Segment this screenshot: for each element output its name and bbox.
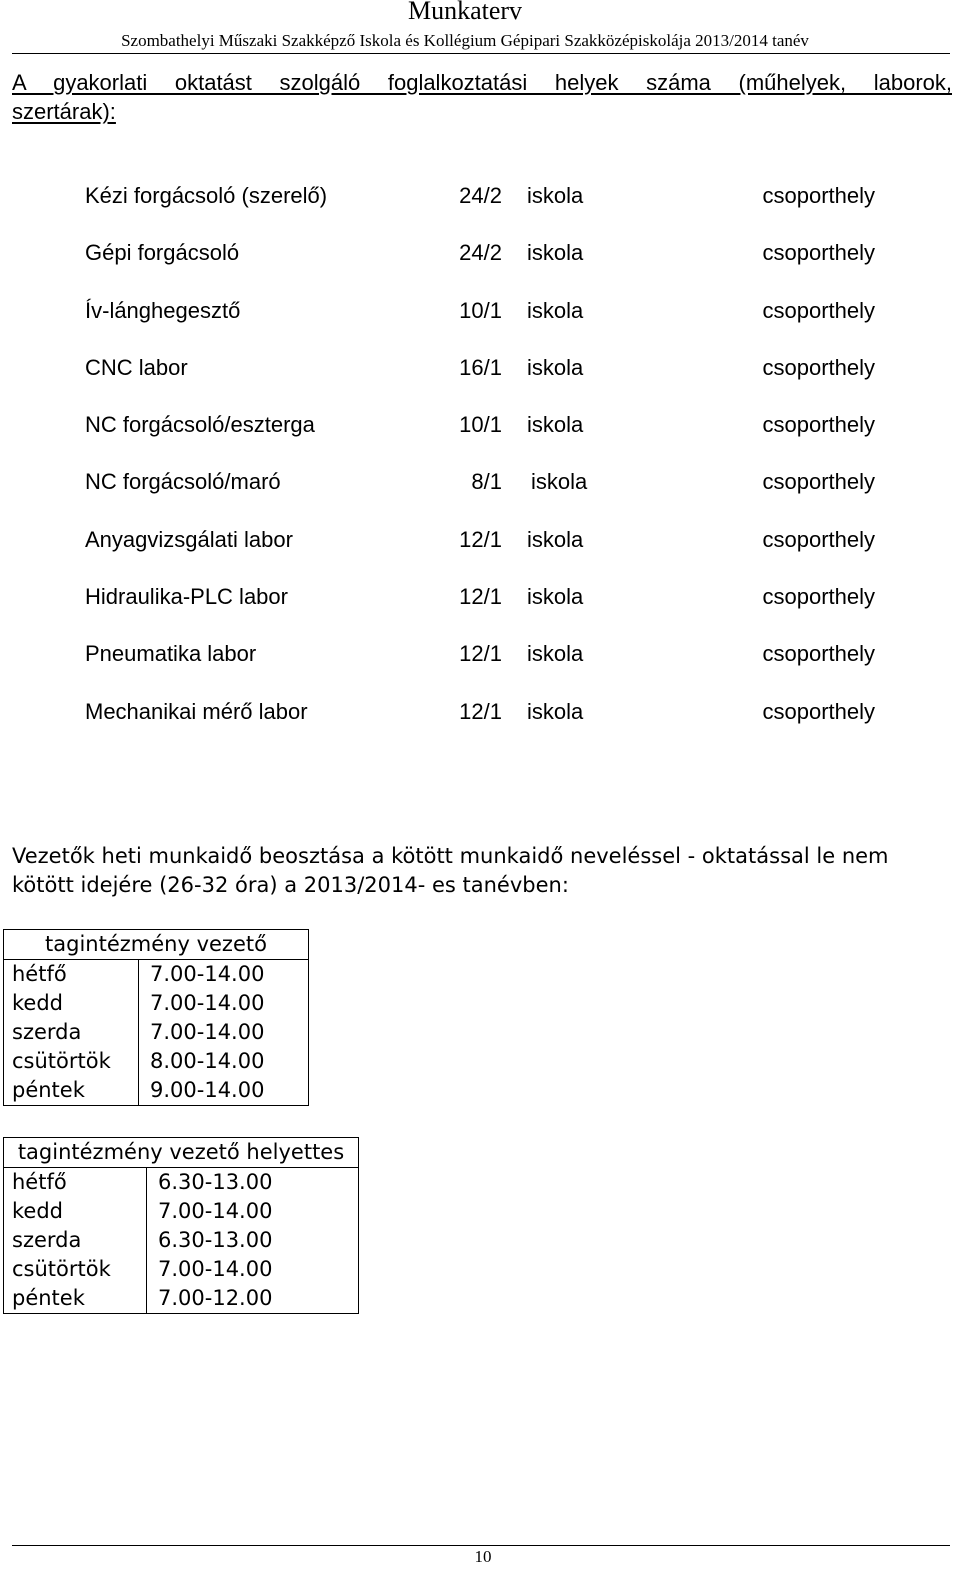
place-type: csoporthely [762,240,875,266]
place-location: iskola [531,469,588,495]
place-name: NC forgácsoló/eszterga [85,412,315,438]
place-type: csoporthely [762,469,875,495]
place-location: iskola [527,354,584,380]
list-item [85,584,885,641]
table-row [4,1226,359,1255]
schedule-day: hétfő [4,960,139,990]
document-subtitle: Szombathelyi Műszaki Szakképző Iskola és Kollégium Gépipari Szakközépiskolája 2013/2014 tanév [121,31,809,50]
table-row [4,1284,359,1314]
list-item [85,412,885,469]
place-location: iskola [527,526,584,552]
place-name: Anyagvizsgálati labor [85,526,293,552]
place-type: csoporthely [762,698,875,724]
place-name: Pneumatika labor [85,641,257,667]
schedule-time: 7.00-14.00 [139,960,309,990]
table-row [4,1197,359,1226]
table-row [4,1047,309,1076]
place-capacity: 8/1 [471,469,502,495]
table-row [4,960,309,990]
place-capacity: 24/2 [459,183,502,208]
place-name: Gépi forgácsoló [85,240,240,266]
place-capacity: 16/1 [459,354,502,380]
table-row [4,989,309,1018]
schedule-day: kedd [4,989,139,1018]
place-name: Hidraulika-PLC labor [85,584,288,610]
schedule-time: 7.00-14.00 [139,989,309,1018]
leader-schedule-table [3,929,309,1106]
page-number: 10 [474,1547,492,1566]
schedule-time: 7.00-12.00 [147,1284,359,1314]
list-item [85,240,885,297]
place-type: csoporthely [762,412,875,438]
schedule-day: szerda [4,1226,147,1255]
place-capacity: 12/1 [459,641,502,667]
list-item [85,469,885,526]
list-item [85,641,885,698]
list-item [85,183,885,240]
place-name: Kézi forgácsoló (szerelő) [85,183,328,208]
list-item [85,355,885,412]
list-item [85,527,885,584]
list-item [85,298,885,355]
leader-schedule-title: tagintézmény vezető [4,930,309,960]
schedule-day: kedd [4,1197,147,1226]
header-divider [12,53,950,54]
schedule-day: hétfő [4,1168,147,1198]
schedule-time: 7.00-14.00 [147,1197,359,1226]
table-row [4,1255,359,1284]
place-location: iskola [527,698,584,724]
schedule-time: 7.00-14.00 [147,1255,359,1284]
place-capacity: 10/1 [459,412,502,438]
place-type: csoporthely [762,526,875,552]
document-title: Munkaterv [407,0,523,25]
place-name: Ív-lánghegesztő [85,297,241,323]
place-capacity: 12/1 [459,526,502,552]
place-type: csoporthely [762,354,875,380]
leaders-working-hours-paragraph: Vezetők heti munkaidő beosztása a kötött munkaidő neveléssel - oktatással le nem kötött idejére (26-32 óra) a 2013/2014- es tanévben: [12,844,889,897]
place-type: csoporthely [762,183,875,208]
place-name: NC forgácsoló/maró [85,469,281,495]
deputy-schedule-title: tagintézmény vezető helyettes [4,1138,359,1168]
table-row [4,1076,309,1106]
place-location: iskola [527,641,584,667]
schedule-day: péntek [4,1284,147,1314]
place-location: iskola [527,412,584,438]
schedule-day: csütörtök [4,1047,139,1076]
deputy-schedule-table [3,1137,359,1314]
place-type: csoporthely [762,641,875,667]
place-name: CNC labor [85,354,188,380]
schedule-time: 6.30-13.00 [147,1168,359,1198]
table-row [4,1018,309,1047]
place-capacity: 24/2 [459,240,502,266]
table-row [4,1168,359,1198]
schedule-day: szerda [4,1018,139,1047]
list-item [85,699,885,756]
place-location: iskola [527,297,584,323]
schedule-day: csütörtök [4,1255,147,1284]
place-location: iskola [527,183,584,208]
practical-places-list [85,183,885,756]
place-name: Mechanikai mérő labor [85,698,308,724]
schedule-time: 7.00-14.00 [139,1018,309,1047]
place-location: iskola [527,240,584,266]
place-capacity: 12/1 [459,584,502,610]
place-type: csoporthely [762,297,875,323]
practical-places-heading-line2: szertárak): [12,99,116,124]
place-capacity: 12/1 [459,698,502,724]
practical-places-heading [12,68,952,126]
schedule-time: 6.30-13.00 [147,1226,359,1255]
schedule-time: 9.00-14.00 [139,1076,309,1106]
schedule-time: 8.00-14.00 [139,1047,309,1076]
practical-places-heading-line1: A gyakorlati oktatást szolgáló foglalkoztatási helyek száma (műhelyek, laborok, [12,70,952,95]
place-type: csoporthely [762,584,875,610]
schedule-day: péntek [4,1076,139,1106]
place-capacity: 10/1 [459,297,502,323]
place-location: iskola [527,584,584,610]
